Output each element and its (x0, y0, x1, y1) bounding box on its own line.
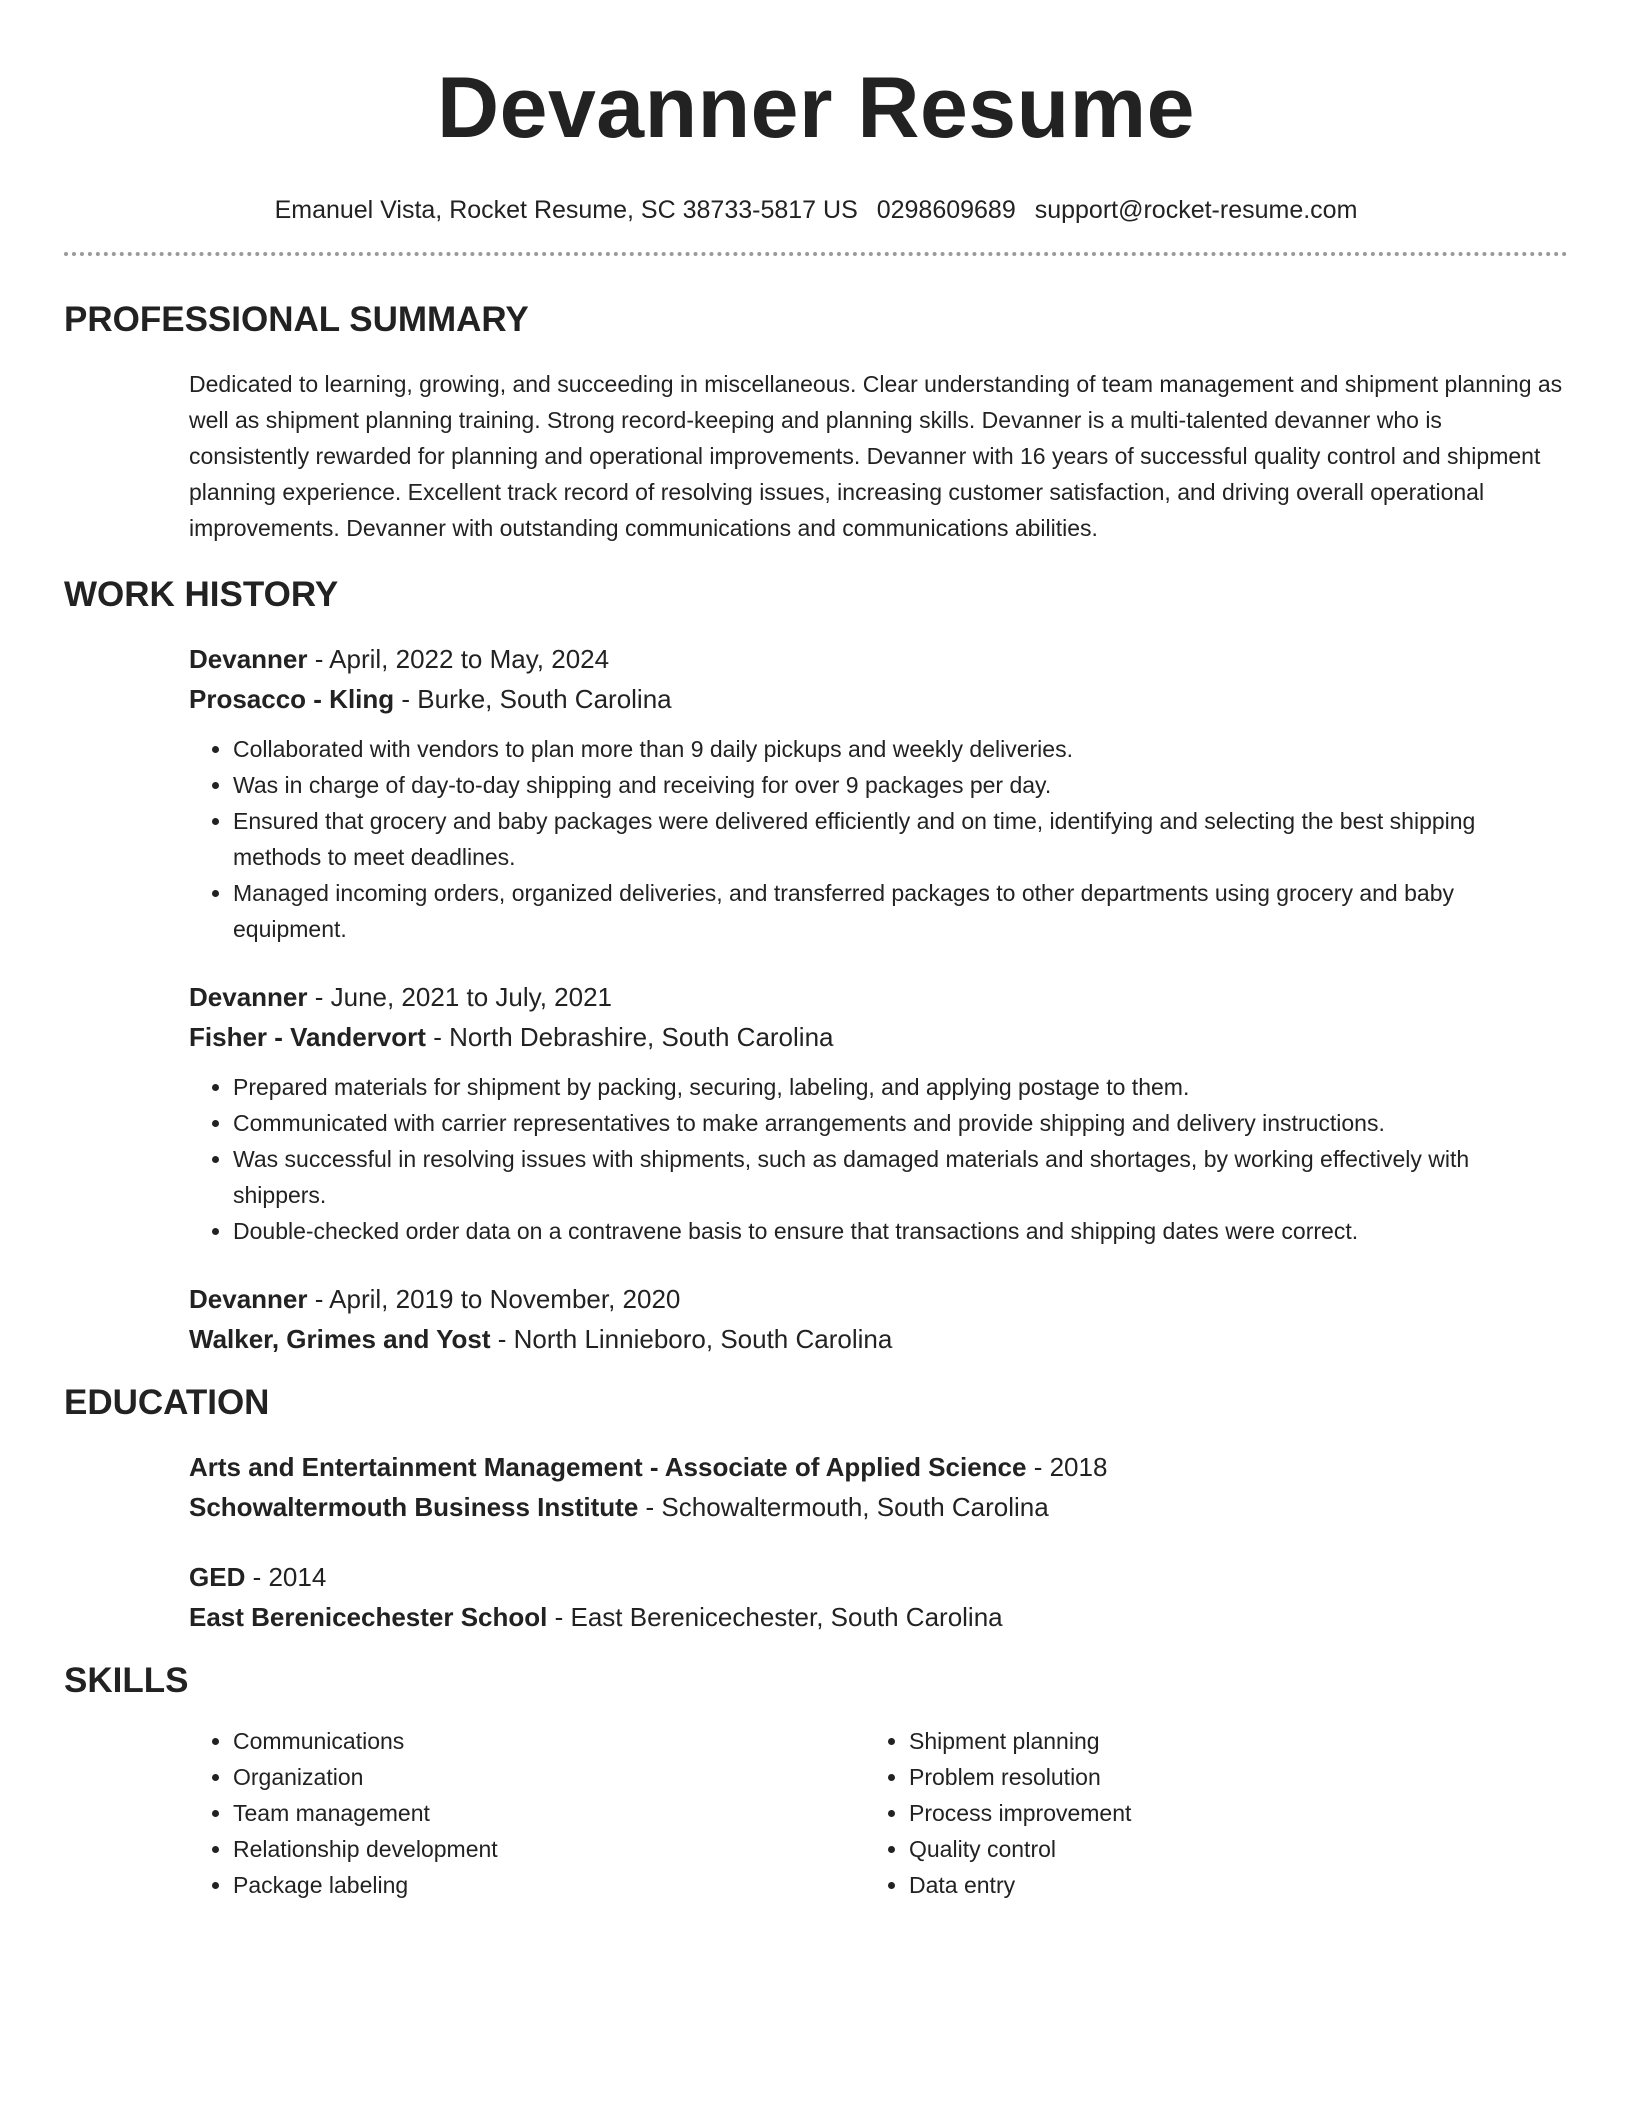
job-role-line (189, 639, 1568, 679)
education-entry (189, 1557, 1568, 1637)
education-location: - East Berenicechester, South Carolina (547, 1602, 1003, 1632)
job-entry (189, 1279, 1568, 1359)
education-school: East Berenicechester School (189, 1602, 548, 1632)
skills-list-right (865, 1723, 1541, 1903)
job-company: Prosacco - Kling (189, 684, 395, 714)
job-role-line (189, 1279, 1568, 1319)
skills-section (64, 1659, 1568, 1903)
job-bullet: • Ensured that grocery and baby packages were delivered efficiently and on time, identifying and selecting the best shipping methods to meet deadlines. (233, 803, 1568, 875)
skills-grid (189, 1723, 1568, 1903)
header-divider (64, 252, 1568, 256)
contact-line (64, 192, 1568, 228)
job-bullets (189, 1069, 1568, 1249)
job-role: Devanner (189, 644, 308, 674)
education-entry (189, 1447, 1568, 1527)
education-degree-line (189, 1557, 1568, 1597)
job-bullet: • Double-checked order data on a contravene basis to ensure that transactions and shipping dates were correct. (233, 1213, 1568, 1249)
education-school-line (189, 1597, 1568, 1637)
contact-phone: 0298609689 (876, 196, 1016, 224)
education-year: - 2014 (245, 1562, 327, 1592)
work-title: WORK HISTORY (64, 575, 339, 614)
job-location: - North Debrashire, South Carolina (425, 1022, 834, 1052)
education-location: - Schowaltermouth, South Carolina (638, 1492, 1049, 1522)
skill-item: • Data entry (909, 1867, 1541, 1903)
skill-item: • Shipment planning (909, 1723, 1541, 1759)
resume-name: Devanner Resume (437, 60, 1195, 156)
job-role-line (189, 977, 1568, 1017)
skill-item: • Problem resolution (909, 1759, 1541, 1795)
job-dates: - April, 2022 to May, 2024 (307, 644, 610, 674)
summary-title: PROFESSIONAL SUMMARY (64, 300, 529, 339)
education-school-line (189, 1487, 1568, 1527)
summary-section (64, 298, 1568, 546)
skill-item: • Quality control (909, 1831, 1541, 1867)
skill-item: • Team management (233, 1795, 865, 1831)
education-school: Schowaltermouth Business Institute (189, 1492, 639, 1522)
job-bullet: • Managed incoming orders, organized deliveries, and transferred packages to other departments using grocery and baby equipment. (233, 875, 1568, 947)
skills-title: SKILLS (64, 1661, 189, 1700)
job-company-line (189, 1319, 1568, 1359)
job-entry (189, 639, 1568, 947)
education-degree-line (189, 1447, 1568, 1487)
job-location: - North Linnieboro, South Carolina (490, 1324, 893, 1354)
job-location: - Burke, South Carolina (394, 684, 672, 714)
work-section (64, 573, 1568, 1359)
job-entry (189, 977, 1568, 1249)
skills-list-left (189, 1723, 865, 1903)
job-company: Fisher - Vandervort (189, 1022, 426, 1052)
education-title: EDUCATION (64, 1383, 270, 1422)
skill-item: • Communications (233, 1723, 865, 1759)
job-role: Devanner (189, 982, 308, 1012)
skill-item: • Package labeling (233, 1867, 865, 1903)
contact-address: Emanuel Vista, Rocket Resume, SC 38733-5817 US (274, 196, 858, 224)
job-dates: - June, 2021 to July, 2021 (307, 982, 612, 1012)
skill-item: • Process improvement (909, 1795, 1541, 1831)
education-degree: Arts and Entertainment Management - Associate of Applied Science (189, 1452, 1027, 1482)
skill-item: • Organization (233, 1759, 865, 1795)
job-company-line (189, 1017, 1568, 1057)
job-bullets (189, 731, 1568, 947)
job-bullet: • Prepared materials for shipment by packing, securing, labeling, and applying postage to them. (233, 1069, 1568, 1105)
job-company-line (189, 679, 1568, 719)
summary-text: Dedicated to learning, growing, and succeeding in miscellaneous. Clear understanding of team management and shipment planning as well as shipment planning training. Strong record-keeping and planning skills. Devanner is a multi-talented devanner who is consistently rewarded for planning and operational improvements. Devanner with 16 years of successful quality control and shipment planning experience. Excellent track record of resolving issues, increasing customer satisfaction, and driving overall operational improvements. Devanner with outstanding communications and communications abilities. (189, 371, 1563, 541)
contact-email[interactable]: support@rocket-resume.com (1034, 196, 1358, 224)
education-section (64, 1381, 1568, 1637)
job-bullet: • Was in charge of day-to-day shipping and receiving for over 9 packages per day. (233, 767, 1568, 803)
job-dates: - April, 2019 to November, 2020 (307, 1284, 681, 1314)
job-role: Devanner (189, 1284, 308, 1314)
education-year: - 2018 (1026, 1452, 1108, 1482)
education-degree: GED (189, 1562, 246, 1592)
job-bullet: • Communicated with carrier representatives to make arrangements and provide shipping and delivery instructions. (233, 1105, 1568, 1141)
job-bullet: • Collaborated with vendors to plan more than 9 daily pickups and weekly deliveries. (233, 731, 1568, 767)
skill-item: • Relationship development (233, 1831, 865, 1867)
job-company: Walker, Grimes and Yost (189, 1324, 491, 1354)
job-bullet: • Was successful in resolving issues with shipments, such as damaged materials and shortages, by working effectively with shippers. (233, 1141, 1568, 1213)
